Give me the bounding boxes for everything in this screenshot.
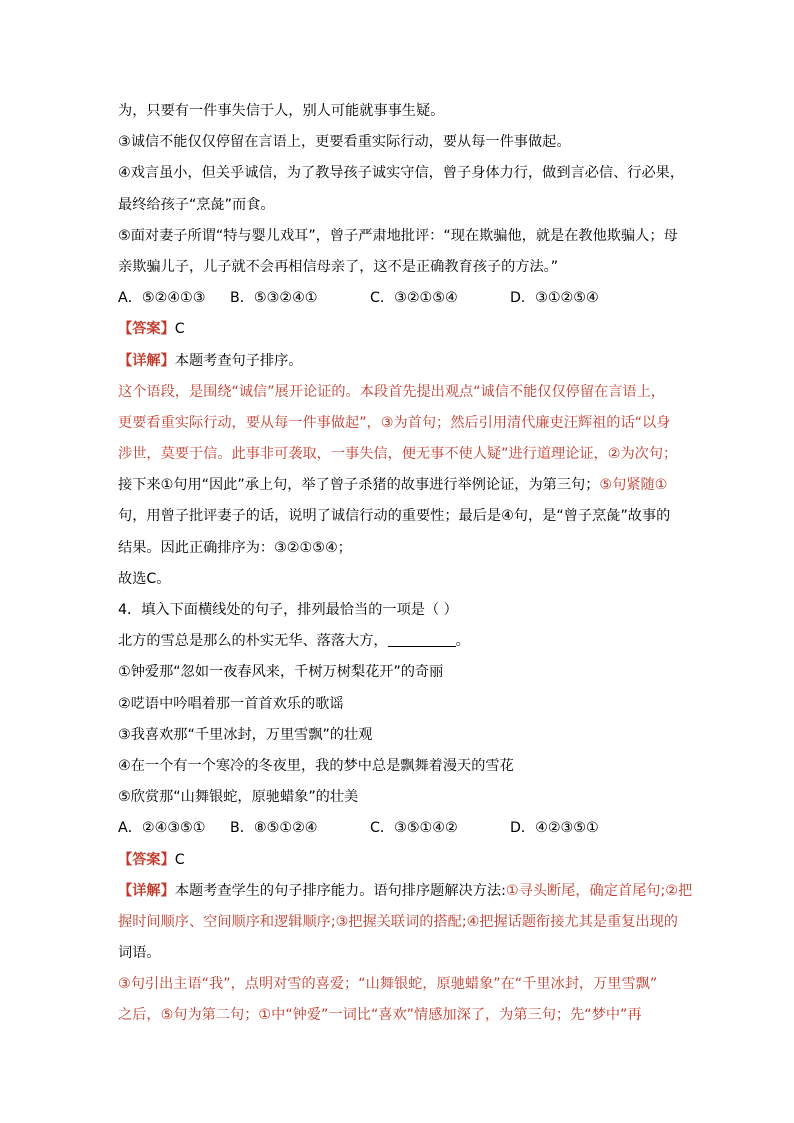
text-line: 亲欺骗儿子，儿子就不会再相信母亲了，这不是正确教育孩子的方法。” [118, 258, 559, 275]
detail-line [118, 876, 693, 907]
answer-label: 【答案】 [118, 851, 175, 868]
detail-text: 本题考查句子排序。 [174, 352, 303, 369]
detail-text-red: ①寻头断尾，确定首尾句;②把 [505, 882, 693, 899]
answer-value: C [174, 851, 185, 868]
option-d: D．③①②⑤④ [510, 290, 599, 307]
option-d: D．④②③⑤① [510, 820, 599, 837]
detail-line: 涉世，莫要于信。此事非可袭取，一事失信，便无事不使人疑”进行道理论证，②为次句； [118, 446, 678, 463]
document-content [118, 96, 693, 1032]
detail-line: 故选C。 [118, 570, 171, 587]
option-a: A．⑤②④①③ [118, 290, 206, 307]
option-b: B．⑧⑤①②④ [230, 820, 318, 837]
detail-line: ③句引出主语“我”，点明对雪的喜爱；“山舞银蛇，原驰蜡象”在“千里冰封，万里雪飘” [118, 976, 658, 993]
detail-line: 更要看重实际行动，要从每一件事做起”，③为首句；然后引用清代廉吏汪辉祖的话“以身 [118, 414, 671, 431]
detail-text: 本题考查学生的句子排序能力。语句排序题解决方法: [174, 882, 506, 899]
sentence-2: ②呓语中吟唱着那一首首欢乐的歌谣 [118, 695, 344, 712]
stem-end: 。 [455, 633, 470, 650]
answer-blank [388, 632, 456, 647]
question-title: 4．填入下面横线处的句子，排列最恰当的一项是（ ） [118, 602, 458, 618]
detail-label: 【详解】 [118, 352, 175, 369]
option-b: B．⑤③②④① [230, 290, 318, 307]
detail-line [118, 470, 684, 501]
detail-line: 句，用曾子批评妻子的话，说明了诚信行动的重要性；最后是④句，是“曾子烹彘”故事的 [118, 508, 671, 525]
detail-text-red: ⑤句紧随① [599, 477, 668, 494]
text-line: 最终给孩子“烹彘”而食。 [118, 196, 275, 213]
detail-line: 结果。因此正确排序为：③②①⑤④； [118, 539, 352, 556]
answer-label: 【答案】 [118, 321, 175, 338]
detail-line [118, 346, 684, 377]
sentence-5: ⑤欣赏那“山舞银蛇，原驰蜡象”的壮美 [118, 789, 359, 806]
sentence-4: ④戏言虽小，但关乎诚信，为了教导孩子诚实守信，曾子身体力行，做到言必信、行必果， [118, 165, 685, 182]
option-a: A．②④③⑤① [118, 820, 206, 837]
question-stem [118, 626, 684, 657]
answer-line [118, 845, 684, 876]
detail-label: 【详解】 [118, 882, 175, 899]
detail-line: 词语。 [118, 945, 161, 962]
sentence-4: ④在一个有一个寒冷的冬夜里，我的梦中总是飘舞着漫天的雪花 [118, 757, 514, 774]
detail-line: 之后，⑤句为第二句；①中“钟爱”一词比“喜欢”情感加深了，为第三句；先“梦中”再 [118, 1007, 642, 1024]
sentence-3: ③我喜欢那“千里冰封，万里雪飘”的壮观 [118, 726, 373, 743]
detail-line: 这个语段，是围绕“诚信”展开论证的。本段首先提出观点“诚信不能仅仅停留在言语上， [118, 383, 665, 400]
sentence-3: ③诚信不能仅仅停留在言语上，更要看重实际行动，要从每一件事做起。 [118, 134, 571, 151]
sentence-1: ①钟爱那“忽如一夜春风来，千树万树梨花开”的奇丽 [118, 664, 444, 681]
sentence-5: ⑤面对妻子所谓“特与婴儿戏耳”，曾子严肃地批评：“现在欺骗他，就是在教他欺骗人；母 [118, 227, 678, 244]
answer-value: C [174, 321, 185, 338]
options-row [118, 283, 684, 314]
text-line: 为，只要有一件事失信于人，别人可能就事事生疑。 [118, 103, 445, 119]
answer-line [118, 314, 684, 345]
stem-text: 北方的雪总是那么的朴实无华、落落大方， [118, 633, 388, 650]
option-c: C．③⑤①④② [370, 820, 458, 837]
option-c: C．③②①⑤④ [370, 290, 458, 307]
options-row [118, 813, 684, 844]
detail-text: 接下来①句用“因此”承上句，举了曾子杀猪的故事进行举例论证，为第三句； [118, 477, 600, 494]
detail-line: 握时间顺序、空间顺序和逻辑顺序;③把握关联词的搭配;④把握话题衔接尤其是重复出现的 [118, 913, 678, 930]
